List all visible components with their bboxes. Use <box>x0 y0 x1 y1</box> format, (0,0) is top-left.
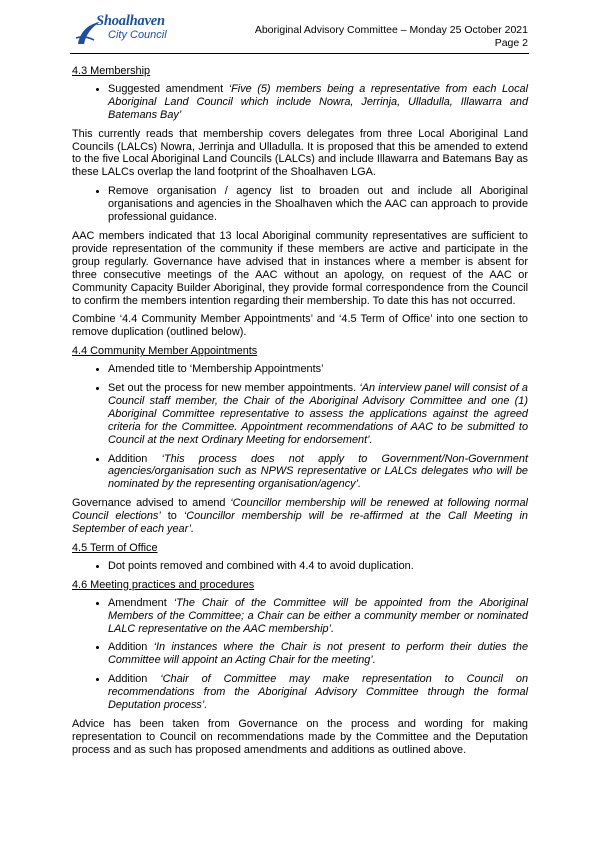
paragraph: Combine ‘4.4 Community Member Appointments’ and ‘4.5 Term of Office’ into one section to remove duplication (outlined below). <box>72 313 528 339</box>
list-item <box>108 382 528 447</box>
quoted-text: ‘Five (5) members being a representative from each Local Aboriginal Land Council which include Nowra, Jerrinja, Ulladulla, Illawarra and Batemans Bay’ <box>108 82 528 121</box>
paragraph: Advice has been taken from Governance on the process and wording for making representation to Council on recommendations made by the Committee and the Deputation process and as such has proposed amendments and additions as outlined above. <box>72 717 528 756</box>
bullet-list <box>72 185 528 224</box>
meeting-title: Aboriginal Advisory Committee – Monday 25 October 2021 <box>254 24 528 36</box>
section-heading-4-5: 4.5 Term of Office <box>72 542 158 554</box>
list-item <box>108 453 528 492</box>
bullet-list <box>72 560 528 573</box>
section-heading-4-3: 4.3 Membership <box>72 65 151 77</box>
header-rule <box>70 53 529 54</box>
document-body <box>72 61 528 763</box>
paragraph-text: to <box>160 510 184 523</box>
quoted-text: ‘Councillor membership will be re-affirmed at the Call Meeting in September of each year’. <box>72 510 528 536</box>
bullet-text: Suggested amendment <box>108 82 229 95</box>
list-item: • Amended title to ‘Membership Appointments’ <box>108 363 528 376</box>
quoted-text: ‘This process does not apply to Government/Non-Government agencies/organisation such as NPWS representative or LALCs delegates who will be nominated by the representing organisation/agency’. <box>108 452 528 491</box>
paragraph: This currently reads that membership covers delegates from three Local Aboriginal Land Councils (LALCs) Nowra, Jerrinja and Ulladulla. It is proposed that this be amended to extend to the five Local Aboriginal Land Councils (LALCs) and include Illawarra and Batemans Bay as these LALCs overlap the land footprint of the Shoalhaven LGA. <box>72 127 528 179</box>
paragraph: AAC members indicated that 13 local Aboriginal community representatives are sufficient to provide representation of the community if these members are active and participate in the group regularly. Governance have advised that in instances where a member is absent for three consecutive meetings of the AAC without an apology, on request of the AAC or Community Capacity Builder Aboriginal, they provide formal correspondence from the Council to confirm the members intention regarding their membership. To date this has not occurred. <box>72 229 528 307</box>
bullet-text: Addition <box>108 673 161 686</box>
list-item <box>108 673 528 712</box>
bullet-text: Set out the process for new member appointments. <box>108 382 360 395</box>
list-item <box>108 597 528 636</box>
bullet-list <box>72 363 528 491</box>
logo-text-city-council: City Council <box>108 29 167 41</box>
page-number: Page 2 <box>494 37 528 49</box>
quoted-text: ‘An interview panel will consist of a Council staff member, the Chair of the Aboriginal Advisory Committee and one (1) Aboriginal Committee representative to assess the applications against the agreed criteria for the Committee. Appointment recommendations of AAC to be submitted to Council at the next Ordinary Meeting for endorsement’. <box>108 382 528 446</box>
bullet-list <box>72 83 528 122</box>
page-header <box>255 24 528 50</box>
council-logo <box>74 10 174 50</box>
quoted-text: ‘The Chair of the Committee will be appointed from the Aboriginal Members of the Committee; a Chair can be either a community member or nominated LALC representative on the AAC membership’. <box>108 596 528 635</box>
bullet-text: Addition <box>108 452 162 465</box>
list-item: • Remove organisation / agency list to broaden out and include all Aboriginal organisations and agencies in the Shoalhaven which the AAC can approach to provide professional guidance. <box>108 185 528 224</box>
quoted-text: ‘In instances where the Chair is not present to perform their duties the Committee will appoint an Acting Chair for the meeting’. <box>108 641 528 667</box>
quoted-text: ‘Councillor membership will be renewed at following normal Council elections’ <box>72 497 528 523</box>
logo-text-shoalhaven: Shoalhaven <box>96 13 165 29</box>
section-heading-4-6: 4.6 Meeting practices and procedures <box>72 578 255 591</box>
bullet-text: Addition <box>108 641 154 654</box>
bullet-list <box>72 597 528 712</box>
section-heading-4-4: 4.4 Community Member Appointments <box>72 345 258 358</box>
list-item <box>108 83 528 122</box>
list-item: • Dot points removed and combined with 4.4 to avoid duplication. <box>108 560 528 573</box>
paragraph-text: Governance advised to amend <box>72 497 231 510</box>
quoted-text: ‘Chair of Committee may make representation to Council on recommendations from the Aboriginal Advisory Committee through the formal Deputation process’. <box>108 673 528 712</box>
paragraph <box>72 497 528 536</box>
bullet-text: Amendment <box>108 596 174 609</box>
list-item <box>108 641 528 667</box>
